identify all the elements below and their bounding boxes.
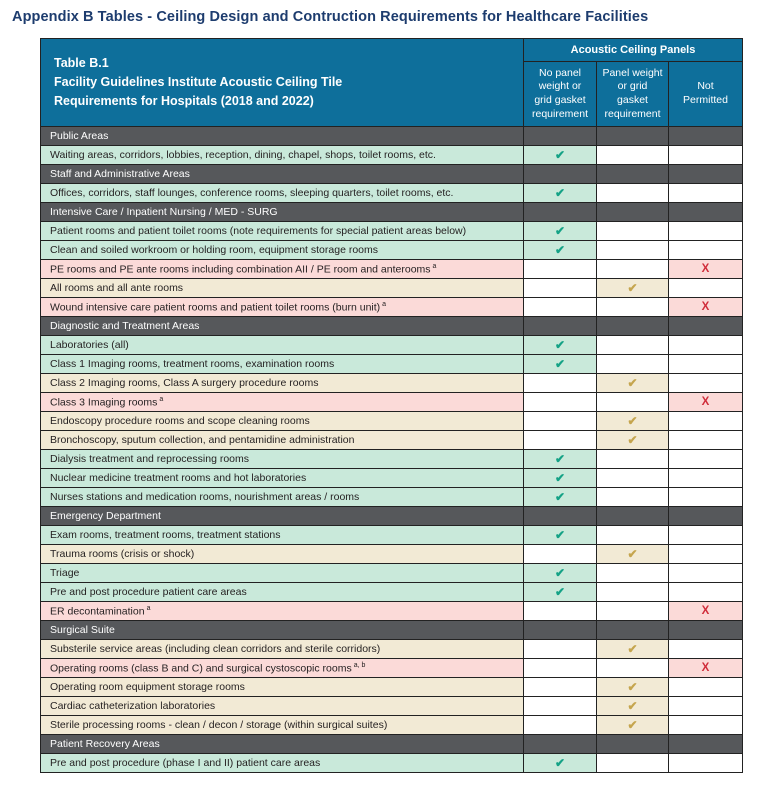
table-row: [41, 393, 743, 412]
section-cell: [669, 127, 743, 146]
empty-cell: [597, 488, 669, 507]
empty-cell: [669, 146, 743, 165]
section-row: [41, 165, 743, 184]
not-permitted-cell: [669, 298, 743, 317]
table-row: [41, 545, 743, 564]
row-label: Nurses stations and medication rooms, nourishment areas / rooms: [41, 488, 524, 507]
row-label: Patient rooms and patient toilet rooms (note requirements for special patient areas below): [41, 222, 524, 241]
table-row: [41, 526, 743, 545]
check-icon: ✔: [554, 489, 566, 504]
empty-cell: [669, 716, 743, 735]
not-permitted-cell: [669, 602, 743, 621]
row-label: Class 1 Imaging rooms, treatment rooms, examination rooms: [41, 355, 524, 374]
row-label: PE rooms and PE ante rooms including combination AII / PE room and anterooms $^a$: [41, 260, 524, 279]
check-cell: [597, 678, 669, 697]
empty-cell: [669, 469, 743, 488]
empty-cell: [669, 564, 743, 583]
empty-cell: [669, 697, 743, 716]
row-label: Trauma rooms (crisis or shock): [41, 545, 524, 564]
empty-cell: [669, 754, 743, 773]
empty-cell: [669, 678, 743, 697]
empty-cell: [524, 431, 597, 450]
section-cell: [524, 735, 597, 754]
column-header-panel: Panel weight or grid gasket requirement: [597, 62, 669, 127]
row-label: Operating rooms (class B and C) and surgical cystoscopic rooms $^{a, b}$: [41, 659, 524, 678]
section-cell: [597, 203, 669, 222]
empty-cell: [669, 355, 743, 374]
empty-cell: [524, 279, 597, 298]
empty-cell: [669, 184, 743, 203]
empty-cell: [597, 298, 669, 317]
section-cell: [669, 203, 743, 222]
check-icon: ✔: [554, 223, 566, 238]
page-title: Appendix B Tables - Ceiling Design and Contruction Requirements for Healthcare Facilities: [12, 9, 649, 25]
x-icon: X: [701, 300, 710, 313]
check-icon: ✔: [554, 565, 566, 580]
empty-cell: [597, 146, 669, 165]
section-cell: [669, 621, 743, 640]
check-cell: [524, 488, 597, 507]
row-label: Bronchoscopy, sputum collection, and pentamidine administration: [41, 431, 524, 450]
check-icon: ✔: [554, 147, 566, 162]
check-icon: ✔: [627, 679, 638, 694]
section-cell: [524, 203, 597, 222]
section-row: [41, 507, 743, 526]
table-row: [41, 184, 743, 203]
section-cell: [524, 507, 597, 526]
row-label: Sterile processing rooms - clean / decon / storage (within surgical suites): [41, 716, 524, 735]
table-row: [41, 260, 743, 279]
footnote-marker: a: [382, 300, 387, 308]
row-label: Triage: [41, 564, 524, 583]
row-label: All rooms and all ante rooms: [41, 279, 524, 298]
empty-cell: [524, 374, 597, 393]
empty-cell: [597, 659, 669, 678]
section-cell: [524, 127, 597, 146]
check-cell: [524, 241, 597, 260]
check-cell: [524, 146, 597, 165]
table-row: [41, 640, 743, 659]
table-title-line-3: Requirements for Hospitals (2018 and 2022): [54, 93, 314, 108]
empty-cell: [597, 393, 669, 412]
table-row: [41, 431, 743, 450]
section-label: Intensive Care / Inpatient Nursing / MED - SURG: [41, 203, 524, 222]
check-icon: ✔: [554, 584, 566, 599]
section-cell: [597, 507, 669, 526]
empty-cell: [669, 279, 743, 298]
section-row: [41, 203, 743, 222]
check-icon: ✔: [554, 527, 566, 542]
table-row: [41, 488, 743, 507]
check-cell: [524, 564, 597, 583]
row-label: Laboratories (all): [41, 336, 524, 355]
table-row: [41, 659, 743, 678]
check-cell: [524, 336, 597, 355]
section-cell: [524, 621, 597, 640]
check-cell: [524, 469, 597, 488]
row-label: Nuclear medicine treatment rooms and hot laboratories: [41, 469, 524, 488]
table-row: [41, 146, 743, 165]
check-icon: ✔: [554, 451, 566, 466]
check-icon: ✔: [627, 717, 638, 732]
check-icon: ✔: [627, 375, 638, 390]
row-label: Exam rooms, treatment rooms, treatment stations: [41, 526, 524, 545]
empty-cell: [597, 336, 669, 355]
empty-cell: [597, 564, 669, 583]
check-cell: [524, 754, 597, 773]
x-icon: X: [701, 262, 710, 275]
row-label: Cardiac catheterization laboratories: [41, 697, 524, 716]
footnote-marker: a: [159, 395, 164, 403]
x-icon: X: [701, 661, 710, 674]
check-cell: [597, 640, 669, 659]
check-cell: [597, 716, 669, 735]
empty-cell: [669, 640, 743, 659]
check-icon: ✔: [627, 641, 638, 656]
empty-cell: [597, 260, 669, 279]
empty-cell: [669, 412, 743, 431]
check-cell: [524, 583, 597, 602]
table-row: [41, 697, 743, 716]
table-title-line-2: Facility Guidelines Institute Acoustic Ceiling Tile: [54, 75, 343, 90]
check-cell: [524, 222, 597, 241]
footnote-marker: a: [432, 262, 437, 270]
table-row: [41, 222, 743, 241]
section-cell: [669, 507, 743, 526]
empty-cell: [597, 355, 669, 374]
empty-cell: [597, 184, 669, 203]
empty-cell: [669, 431, 743, 450]
empty-cell: [669, 526, 743, 545]
table-row: [41, 412, 743, 431]
row-label: ER decontamination $^a$: [41, 602, 524, 621]
empty-cell: [524, 412, 597, 431]
empty-cell: [524, 697, 597, 716]
empty-cell: [597, 469, 669, 488]
table-row: [41, 450, 743, 469]
empty-cell: [597, 526, 669, 545]
section-label: Public Areas: [41, 127, 524, 146]
table-b1: [40, 38, 743, 773]
footnote-marker: a, b: [353, 661, 366, 669]
empty-cell: [597, 222, 669, 241]
column-header-not-permitted: Not Permitted: [669, 62, 743, 127]
table-row: [41, 355, 743, 374]
row-label: Class 2 Imaging rooms, Class A surgery procedure rooms: [41, 374, 524, 393]
empty-cell: [669, 583, 743, 602]
row-label: Pre and post procedure patient care areas: [41, 583, 524, 602]
check-icon: ✔: [627, 546, 638, 561]
header-top-row: [41, 39, 743, 62]
row-label: Offices, corridors, staff lounges, conference rooms, sleeping quarters, toilet rooms, etc.: [41, 184, 524, 203]
table-row: [41, 336, 743, 355]
empty-cell: [524, 298, 597, 317]
check-icon: ✔: [627, 413, 638, 428]
row-label: Dialysis treatment and reprocessing rooms: [41, 450, 524, 469]
section-cell: [524, 317, 597, 336]
check-cell: [597, 279, 669, 298]
section-cell: [524, 165, 597, 184]
empty-cell: [669, 336, 743, 355]
table-row: [41, 602, 743, 621]
empty-cell: [524, 716, 597, 735]
check-icon: ✔: [554, 755, 566, 770]
empty-cell: [669, 222, 743, 241]
empty-cell: [597, 583, 669, 602]
table-row: [41, 374, 743, 393]
check-cell: [524, 526, 597, 545]
footnote-marker: a: [146, 604, 151, 612]
section-cell: [669, 165, 743, 184]
check-cell: [597, 545, 669, 564]
empty-cell: [597, 450, 669, 469]
table-row: [41, 716, 743, 735]
table-row: [41, 469, 743, 488]
table-title-line-1: Table B.1: [54, 56, 109, 71]
empty-cell: [524, 659, 597, 678]
check-icon: ✔: [554, 356, 566, 371]
section-row: [41, 127, 743, 146]
section-cell: [597, 127, 669, 146]
empty-cell: [524, 640, 597, 659]
row-label: Waiting areas, corridors, lobbies, reception, dining, chapel, shops, toilet rooms, etc.: [41, 146, 524, 165]
table-row: [41, 298, 743, 317]
empty-cell: [669, 374, 743, 393]
row-label: Wound intensive care patient rooms and patient toilet rooms (burn unit) $^a$: [41, 298, 524, 317]
check-cell: [524, 355, 597, 374]
row-label: Substerile service areas (including clean corridors and sterile corridors): [41, 640, 524, 659]
empty-cell: [524, 545, 597, 564]
section-cell: [597, 735, 669, 754]
section-cell: [597, 165, 669, 184]
check-cell: [597, 374, 669, 393]
section-label: Surgical Suite: [41, 621, 524, 640]
section-label: Diagnostic and Treatment Areas: [41, 317, 524, 336]
not-permitted-cell: [669, 659, 743, 678]
check-icon: ✔: [554, 242, 566, 257]
row-label: Pre and post procedure (phase I and II) patient care areas: [41, 754, 524, 773]
section-row: [41, 317, 743, 336]
check-icon: ✔: [627, 432, 638, 447]
table-row: [41, 583, 743, 602]
check-cell: [597, 431, 669, 450]
section-cell: [597, 621, 669, 640]
empty-cell: [669, 450, 743, 469]
section-cell: [669, 317, 743, 336]
section-label: Patient Recovery Areas: [41, 735, 524, 754]
table-row: [41, 678, 743, 697]
empty-cell: [597, 754, 669, 773]
not-permitted-cell: [669, 393, 743, 412]
section-cell: [597, 317, 669, 336]
section-row: [41, 735, 743, 754]
empty-cell: [669, 545, 743, 564]
table-row: [41, 241, 743, 260]
check-cell: [597, 412, 669, 431]
column-group-header: Acoustic Ceiling Panels: [524, 39, 743, 62]
empty-cell: [524, 602, 597, 621]
empty-cell: [597, 241, 669, 260]
row-label: Clean and soiled workroom or holding room, equipment storage rooms: [41, 241, 524, 260]
x-icon: X: [701, 395, 710, 408]
check-icon: ✔: [627, 698, 638, 713]
check-icon: ✔: [554, 185, 566, 200]
check-icon: ✔: [554, 337, 566, 352]
table-row: [41, 279, 743, 298]
check-cell: [597, 697, 669, 716]
section-label: Emergency Department: [41, 507, 524, 526]
empty-cell: [524, 393, 597, 412]
empty-cell: [597, 602, 669, 621]
table-body: [41, 127, 743, 773]
section-label: Staff and Administrative Areas: [41, 165, 524, 184]
row-label: Operating room equipment storage rooms: [41, 678, 524, 697]
check-icon: ✔: [627, 280, 638, 295]
empty-cell: [669, 241, 743, 260]
empty-cell: [669, 488, 743, 507]
table-title-cell: [41, 39, 524, 127]
row-label: Class 3 Imaging rooms $^a$: [41, 393, 524, 412]
check-icon: ✔: [554, 470, 566, 485]
empty-cell: [524, 260, 597, 279]
row-label: Endoscopy procedure rooms and scope cleaning rooms: [41, 412, 524, 431]
section-cell: [669, 735, 743, 754]
check-cell: [524, 450, 597, 469]
column-header-no-panel: No panel weight or grid gasket requirement: [524, 62, 597, 127]
empty-cell: [524, 678, 597, 697]
table-row: [41, 564, 743, 583]
check-cell: [524, 184, 597, 203]
section-row: [41, 621, 743, 640]
x-icon: X: [701, 604, 710, 617]
not-permitted-cell: [669, 260, 743, 279]
table-row: [41, 754, 743, 773]
